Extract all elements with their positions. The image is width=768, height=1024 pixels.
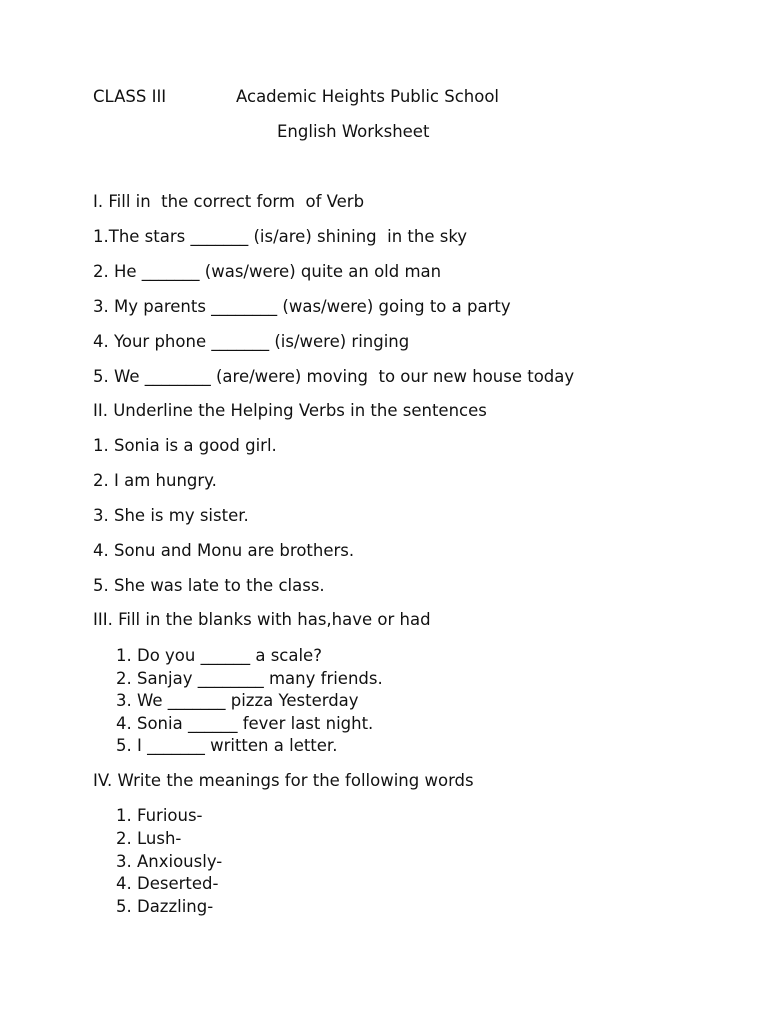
- section-1-item-4: 4. Your phone _______ (is/were) ringing: [93, 332, 410, 351]
- section-2-item-4: 4. Sonu and Monu are brothers.: [93, 541, 355, 560]
- school-name: Academic Heights Public School: [236, 87, 500, 106]
- section-4-item-4: 4. Deserted-: [116, 874, 219, 893]
- section-2-item-5: 5. She was late to the class.: [93, 576, 325, 595]
- section-1-heading: I. Fill in the correct form of Verb: [93, 192, 365, 211]
- section-3-heading: III. Fill in the blanks with has,have or had: [93, 610, 431, 629]
- section-4-item-5: 5. Dazzling-: [116, 897, 214, 916]
- section-1-item-1: 1.The stars _______ (is/are) shining in the sky: [93, 227, 468, 246]
- section-4-heading: IV. Write the meanings for the following words: [93, 771, 474, 790]
- section-1-item-3: 3. My parents ________ (was/were) going to a party: [93, 297, 511, 316]
- section-3-item-4: 4. Sonia ______ fever last night.: [116, 714, 374, 733]
- class-label: CLASS III: [93, 87, 167, 106]
- section-4-item-1: 1. Furious-: [116, 806, 203, 825]
- section-3-item-3: 3. We _______ pizza Yesterday: [116, 691, 359, 710]
- section-3-item-2: 2. Sanjay ________ many friends.: [116, 669, 383, 688]
- section-4-item-2: 2. Lush-: [116, 829, 182, 848]
- section-3-item-1: 1. Do you ______ a scale?: [116, 646, 322, 665]
- section-3-item-5: 5. I _______ written a letter.: [116, 736, 338, 755]
- section-1-item-2: 2. He _______ (was/were) quite an old man: [93, 262, 442, 281]
- section-2-item-2: 2. I am hungry.: [93, 471, 217, 490]
- section-1-item-5: 5. We ________ (are/were) moving to our new house today: [93, 367, 575, 386]
- worksheet-title: English Worksheet: [277, 122, 430, 141]
- section-2-item-1: 1. Sonia is a good girl.: [93, 436, 277, 455]
- section-2-heading: II. Underline the Helping Verbs in the sentences: [93, 401, 487, 420]
- section-2-item-3: 3. She is my sister.: [93, 506, 249, 525]
- section-4-item-3: 3. Anxiously-: [116, 852, 223, 871]
